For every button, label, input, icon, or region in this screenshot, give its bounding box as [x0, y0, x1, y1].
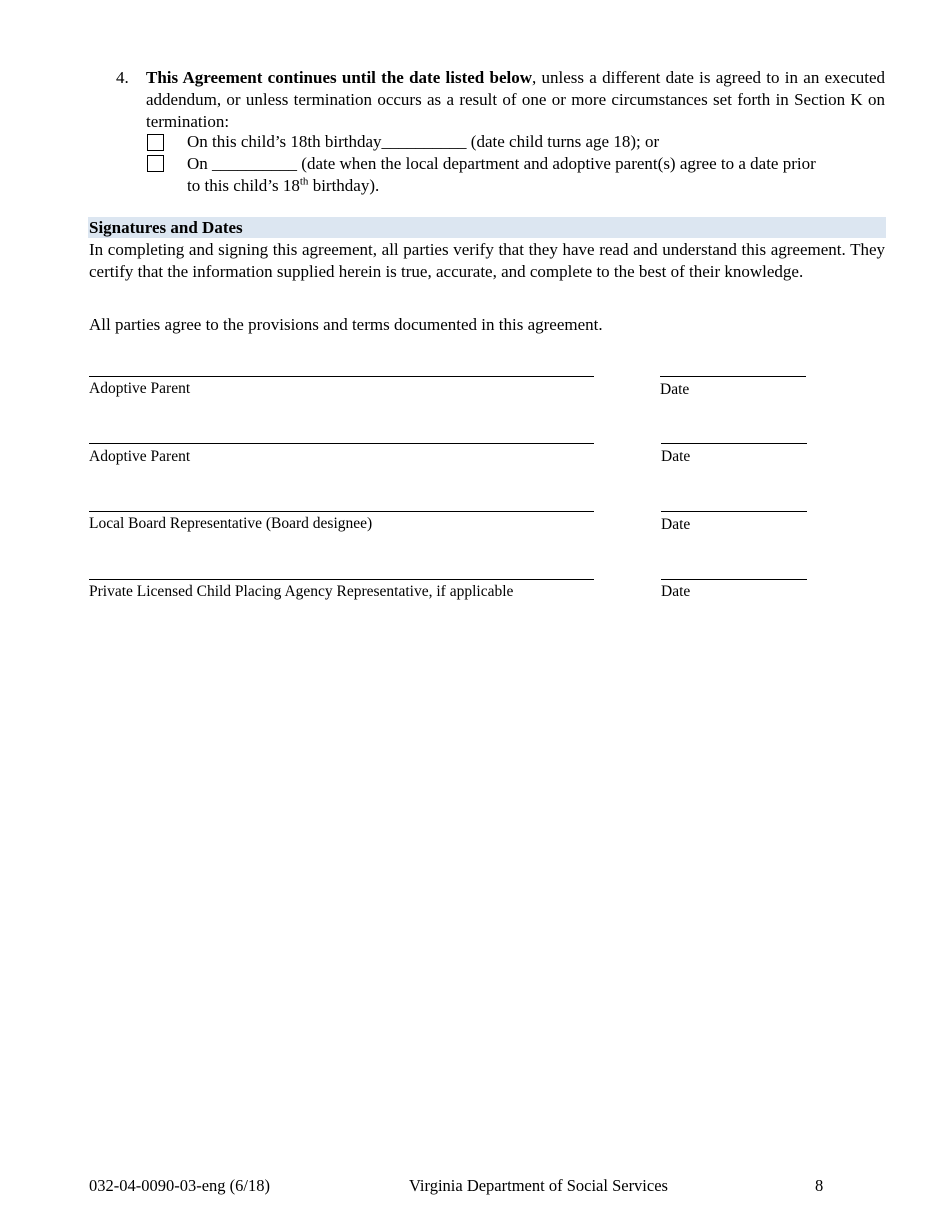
option-agreed-date-line2 — [187, 175, 887, 197]
date-line[interactable] — [660, 376, 806, 377]
date-label: Date — [661, 448, 691, 465]
signature-label: Private Licensed Child Placing Agency Representative, if applicable — [89, 583, 514, 600]
signature-label: Adoptive Parent — [89, 380, 191, 397]
checkbox-agreed-date[interactable] — [147, 155, 164, 172]
footer-agency: Virginia Department of Social Services — [409, 1176, 668, 1195]
date-line[interactable] — [661, 579, 807, 580]
checkbox-18th-birthday[interactable] — [147, 134, 164, 151]
option-agreed-date-label — [187, 153, 887, 197]
verification-paragraph: In completing and signing this agreement, all parties verify that they have read and understand this agreement. They certify that the information supplied herein is true, accurate, and complete to the best of their knowledge. — [89, 240, 885, 281]
section-title: Signatures and Dates — [89, 218, 243, 237]
agreement-paragraph: All parties agree to the provisions and terms documented in this agreement. — [89, 315, 603, 334]
footer-page-number: 8 — [815, 1176, 824, 1195]
date-line[interactable] — [661, 443, 807, 444]
date-label: Date — [660, 381, 690, 398]
option-agreed-date-line2-post: birthday). — [308, 176, 380, 195]
signature-line[interactable] — [89, 579, 594, 580]
termination-clause-rest: , unless a different date is agreed to in an executed addendum, or unless termination occurs as a result of one or more circumstances set forth in Section K on termination: — [146, 68, 886, 131]
signature-line[interactable] — [89, 443, 594, 444]
signature-label: Local Board Representative (Board designee) — [89, 515, 373, 532]
signature-line[interactable] — [89, 376, 594, 377]
footer-form-id: 032-04-0090-03-eng (6/18) — [89, 1176, 271, 1195]
date-label: Date — [661, 516, 691, 533]
signature-label: Adoptive Parent — [89, 448, 191, 465]
list-number: 4. — [116, 68, 129, 87]
signature-line[interactable] — [89, 511, 594, 512]
date-label: Date — [661, 583, 691, 600]
option-18th-birthday-label: On this child’s 18th birthday__________ (date child turns age 18); or — [187, 132, 660, 151]
option-agreed-date-line2-pre: to this child’s 18 — [187, 176, 300, 195]
option-agreed-date-line1: On __________ (date when the local department and adoptive parent(s) agree to a date prior — [187, 154, 816, 173]
termination-clause — [146, 67, 885, 133]
date-line[interactable] — [661, 511, 807, 512]
termination-clause-lead: This Agreement continues until the date listed below — [146, 68, 532, 87]
option-agreed-date-sup: th — [299, 175, 309, 188]
